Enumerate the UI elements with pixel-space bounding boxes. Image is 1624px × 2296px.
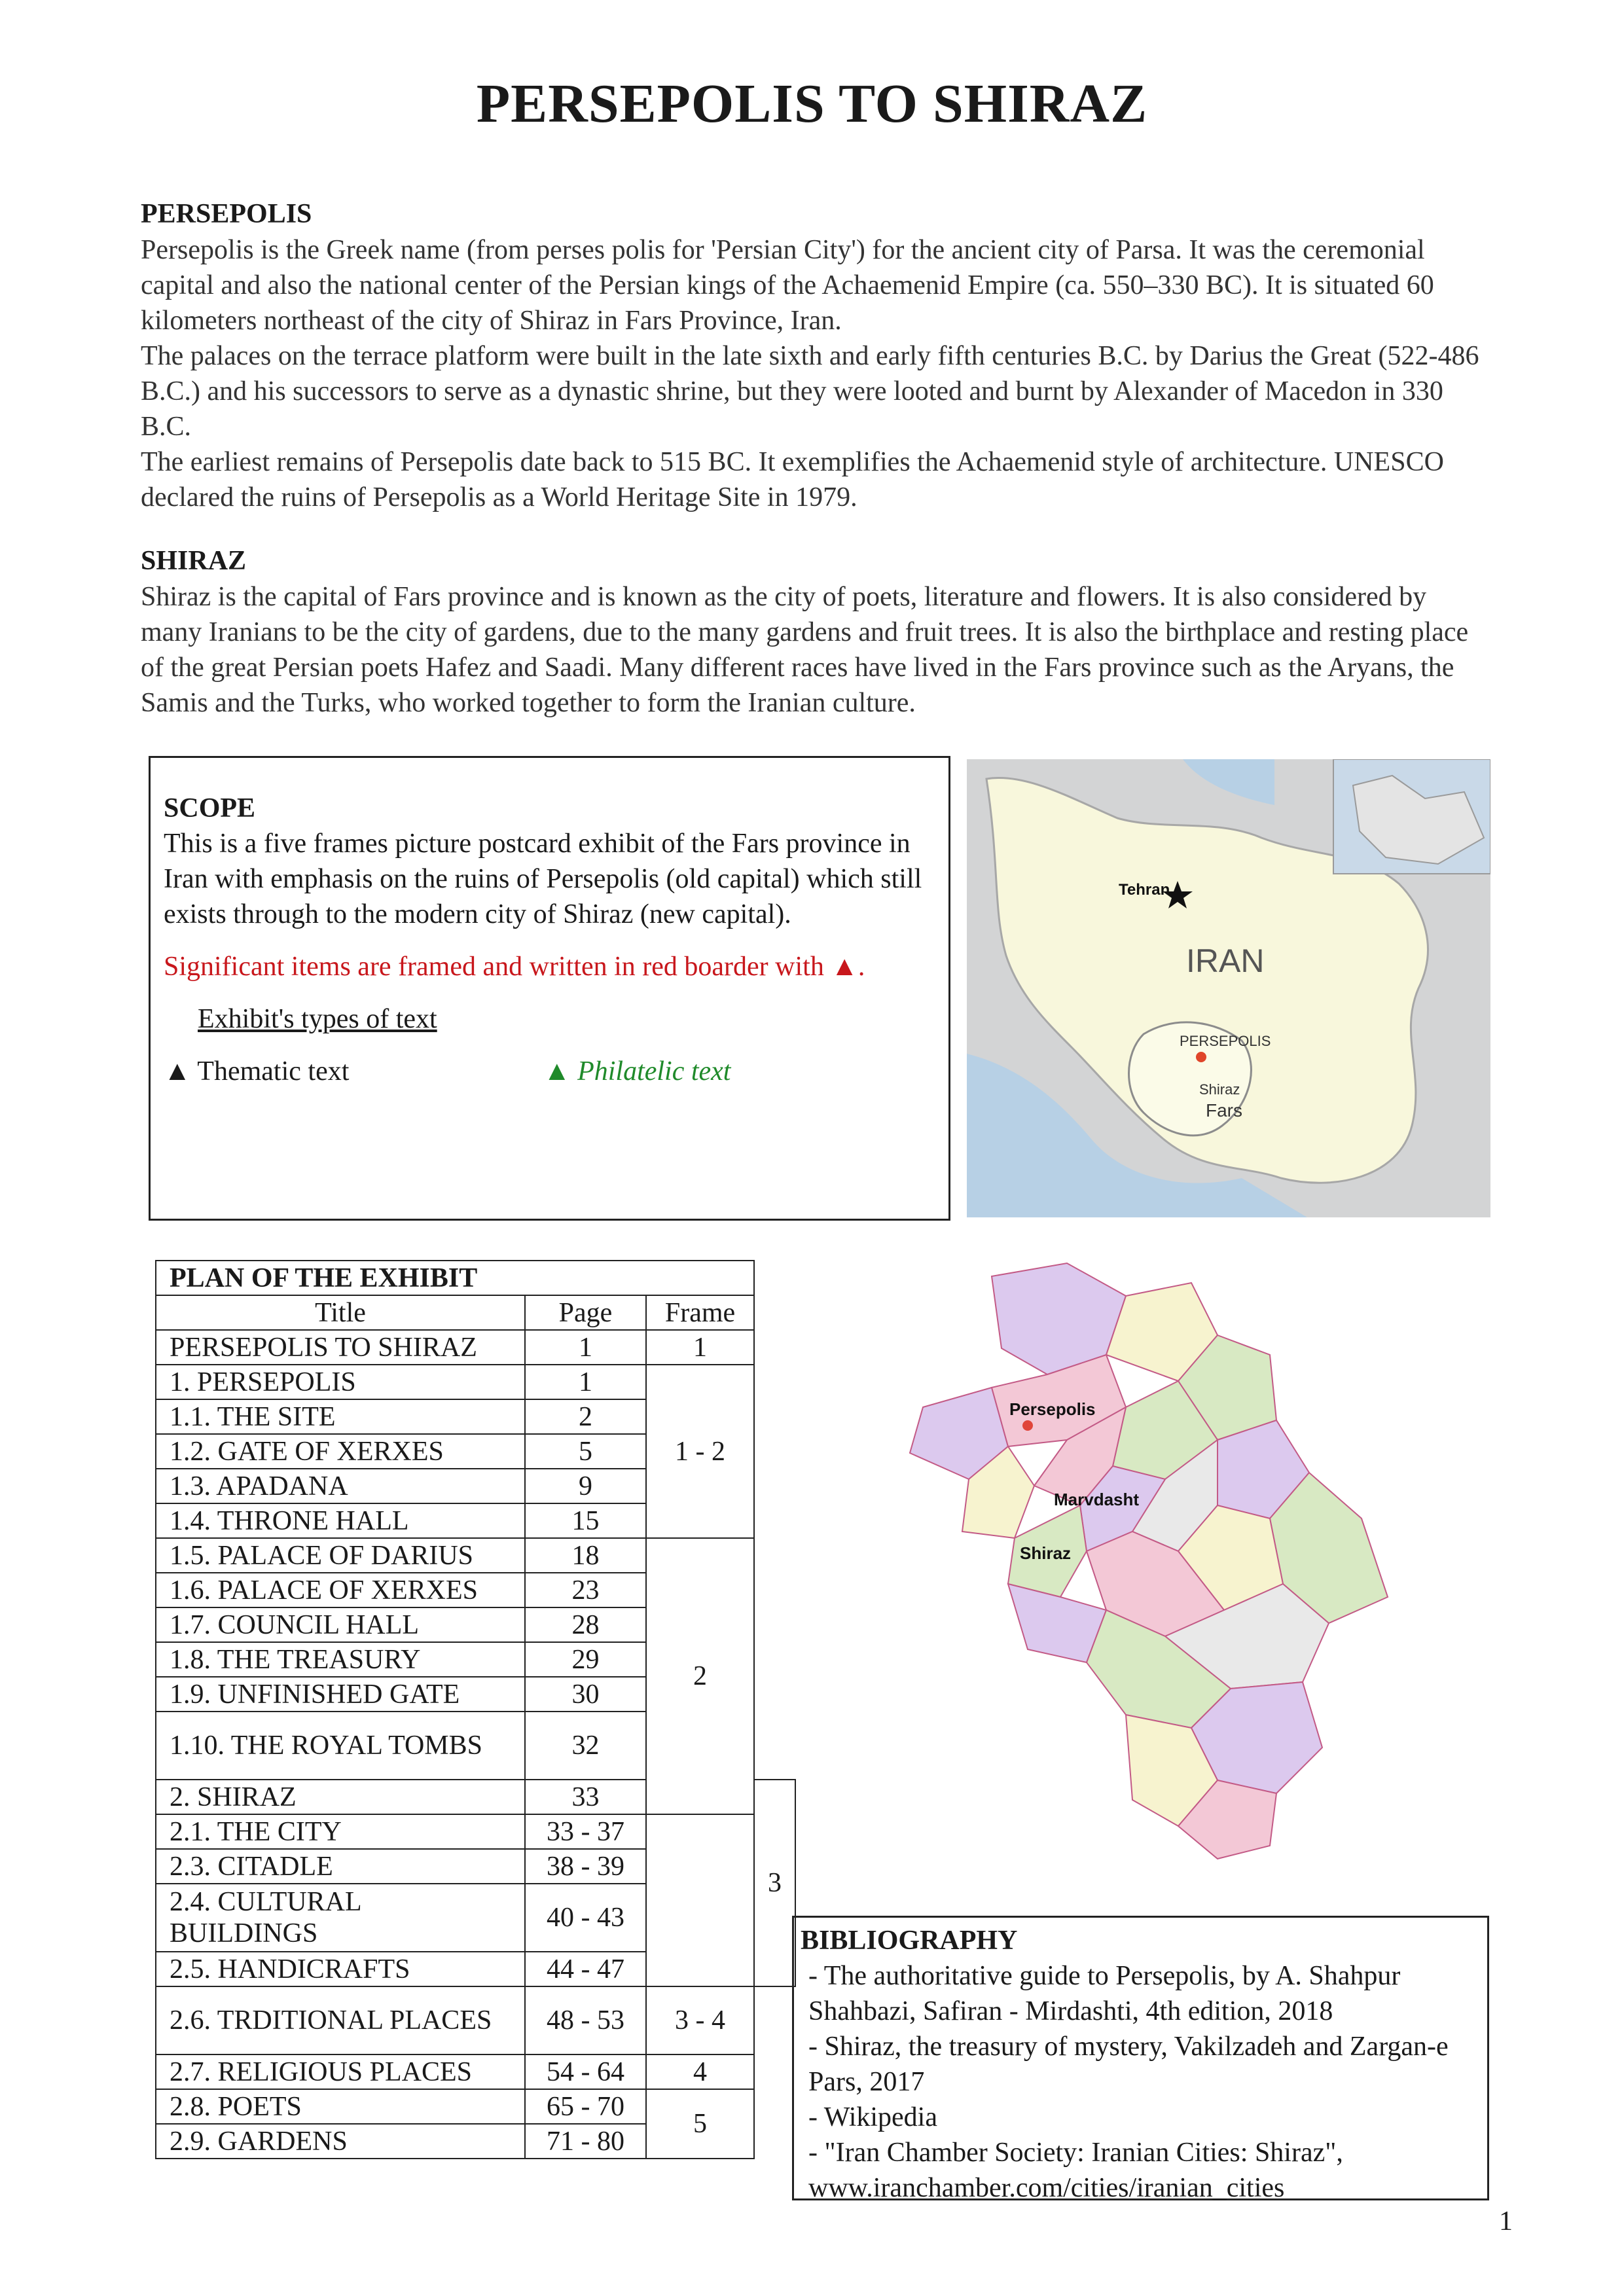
philatelic-text-legend: ▲ Philatelic text — [543, 1056, 731, 1086]
row-page: 33 — [525, 1780, 646, 1814]
table-row — [156, 1538, 795, 1573]
tehran-label: Tehran — [1119, 881, 1170, 899]
table-row — [156, 1814, 795, 1849]
row-title: 2.5. HANDICRAFTS — [156, 1952, 525, 1986]
row-page: 32 — [525, 1712, 646, 1780]
country-label: IRAN — [1186, 942, 1265, 979]
plan-heading: PLAN OF THE EXHIBIT — [156, 1261, 754, 1295]
scope-box — [149, 756, 950, 1221]
persepolis-paragraph-3: The earliest remains of Persepolis date back to 515 BC. It exemplifies the Achaemenid style of architecture. UNESCO declared the ruins of Persepolis as a World Heritage Site in 1979. — [141, 447, 1444, 512]
types-of-text-title: Exhibit's types of text — [198, 1004, 437, 1034]
row-page: 54 - 64 — [525, 2054, 646, 2089]
bibliography-item: - "Iran Chamber Society: Iranian Cities: Shiraz", www.iranchamber.com/cities/iranian_cities — [808, 2138, 1343, 2203]
persepolis-heading: PERSEPOLIS — [141, 199, 312, 229]
persepolis-fars-label: Persepolis — [1009, 1399, 1096, 1419]
shiraz-map-label: Shiraz — [1199, 1081, 1240, 1098]
shiraz-heading: SHIRAZ — [141, 546, 247, 576]
table-row — [156, 1330, 795, 1365]
row-page: 5 — [525, 1434, 646, 1469]
shiraz-paragraph: Shiraz is the capital of Fars province and is known as the city of poets, literature and flowers. It is also considered by many Iranians to be the city of gardens, due to the many gardens and fruit trees. It is also the birthplace and resting place of the great Persian poets Hafez and Saadi. Many different races have lived in the Fars province such as the Aryans, the Samis and the Turks, who worked together to form the Iranian culture. — [141, 582, 1469, 718]
table-row — [156, 2089, 795, 2124]
row-page: 28 — [525, 1607, 646, 1642]
persepolis-section — [141, 196, 1489, 515]
row-page: 40 - 43 — [525, 1884, 646, 1952]
bibliography-item: - The authoritative guide to Persepolis, by A. Shahpur Shahbazi, Safiran - Mirdashti, 4th edition, 2018 — [808, 1961, 1401, 2026]
row-page: 15 — [525, 1503, 646, 1538]
table-row — [156, 1986, 795, 2054]
row-title: 2.9. GARDENS — [156, 2124, 525, 2159]
row-frame: 2 — [646, 1538, 754, 1814]
fars-province-map — [851, 1257, 1473, 1872]
row-frame: 4 — [646, 2054, 754, 2089]
row-title: 2.8. POETS — [156, 2089, 525, 2124]
fars-map-label: Fars — [1206, 1100, 1242, 1121]
bibliography-box — [792, 1916, 1489, 2203]
shiraz-section — [141, 543, 1489, 721]
row-page: 38 - 39 — [525, 1849, 646, 1884]
table-row — [156, 1849, 795, 1884]
column-header-frame: Frame — [646, 1295, 754, 1330]
thematic-text-legend: ▲ Thematic text — [164, 1056, 350, 1086]
table-row — [156, 1884, 795, 1952]
row-page: 33 - 37 — [525, 1814, 646, 1849]
row-title: 1.9. UNFINISHED GATE — [156, 1677, 525, 1712]
row-title: 2.4. CULTURAL BUILDINGS — [156, 1884, 525, 1952]
row-page: 9 — [525, 1469, 646, 1503]
bibliography-item: - Shiraz, the treasury of mystery, Vakilzadeh and Zargan-e Pars, 2017 — [808, 2032, 1449, 2097]
row-page: 23 — [525, 1573, 646, 1607]
marvdasht-label: Marvdasht — [1054, 1490, 1140, 1509]
row-title: 2.7. RELIGIOUS PLACES — [156, 2054, 525, 2089]
scope-heading: SCOPE — [164, 793, 256, 823]
row-page: 48 - 53 — [525, 1986, 646, 2054]
row-title: 2.6. TRDITIONAL PLACES — [156, 1986, 525, 2054]
row-title: 1.4. THRONE HALL — [156, 1503, 525, 1538]
row-page: 71 - 80 — [525, 2124, 646, 2159]
row-title: 1.3. APADANA — [156, 1469, 525, 1503]
row-frame: 5 — [646, 2089, 754, 2159]
persepolis-map-label: PERSEPOLIS — [1180, 1033, 1271, 1049]
row-page: 65 - 70 — [525, 2089, 646, 2124]
shiraz-fars-label: Shiraz — [1020, 1543, 1072, 1563]
row-page: 29 — [525, 1642, 646, 1677]
row-title: 1.5. PALACE OF DARIUS — [156, 1538, 525, 1573]
row-page: 30 — [525, 1677, 646, 1712]
row-page: 1 — [525, 1330, 646, 1365]
bibliography-item: - Wikipedia — [808, 2102, 937, 2132]
row-frame: 3 - 4 — [646, 1986, 754, 2054]
table-row — [156, 1952, 795, 1986]
persepolis-paragraph-1: Persepolis is the Greek name (from perses polis for 'Persian City') for the ancient city of Parsa. It was the ceremonial capital and also the national center of the Persian kings of the Achaemenid Empire (ca. 550–330 BC). It is situated 60 kilometers northeast of the city of Shiraz in Fars Province, Iran. — [141, 235, 1434, 336]
iran-map — [967, 759, 1490, 1217]
row-title: 2. SHIRAZ — [156, 1780, 525, 1814]
fars-map-graphic — [851, 1257, 1473, 1872]
page-number: 1 — [1499, 2206, 1513, 2236]
row-frame: 1 — [646, 1330, 754, 1365]
row-title: 1.1. THE SITE — [156, 1399, 525, 1434]
row-title: 1.8. THE TREASURY — [156, 1642, 525, 1677]
scope-text: This is a five frames picture postcard exhibit of the Fars province in Iran with emphasis on the ruins of Persepolis (old capital) which still exists through to the modern city of Shiraz (new capital). — [164, 829, 922, 929]
row-frame: 3 — [754, 1780, 795, 1986]
persepolis-paragraph-2: The palaces on the terrace platform were built in the late sixth and early fifth centuries B.C. by Darius the Great (522-486 B.C.) and his successors to serve as a dynastic shrine, but they were looted and burnt by Alexander of Macedon in 330 B.C. — [141, 341, 1479, 442]
table-row — [156, 2054, 795, 2089]
row-title: 1.2. GATE OF XERXES — [156, 1434, 525, 1469]
iran-map-graphic — [967, 759, 1490, 1217]
row-page: 1 — [525, 1365, 646, 1399]
row-title: 1. PERSEPOLIS — [156, 1365, 525, 1399]
row-title: 1.7. COUNCIL HALL — [156, 1607, 525, 1642]
row-page: 44 - 47 — [525, 1952, 646, 1986]
row-title: 1.6. PALACE OF XERXES — [156, 1573, 525, 1607]
column-header-title: Title — [156, 1295, 525, 1330]
row-page: 2 — [525, 1399, 646, 1434]
significant-note: Significant items are framed and written in red boarder with ▲. — [164, 952, 865, 982]
plan-table — [155, 1260, 796, 2159]
row-title: 1.10. THE ROYAL TOMBS — [156, 1712, 525, 1780]
row-title: 2.1. THE CITY — [156, 1814, 525, 1849]
bibliography-heading: BIBLIOGRAPHY — [801, 1926, 1018, 1956]
page-title: PERSEPOLIS TO SHIRAZ — [476, 73, 1148, 134]
row-title: 2.3. CITADLE — [156, 1849, 525, 1884]
column-header-page: Page — [525, 1295, 646, 1330]
row-page: 18 — [525, 1538, 646, 1573]
row-title: PERSEPOLIS TO SHIRAZ — [156, 1330, 525, 1365]
table-row — [156, 1365, 795, 1399]
row-frame: 1 - 2 — [646, 1365, 754, 1538]
